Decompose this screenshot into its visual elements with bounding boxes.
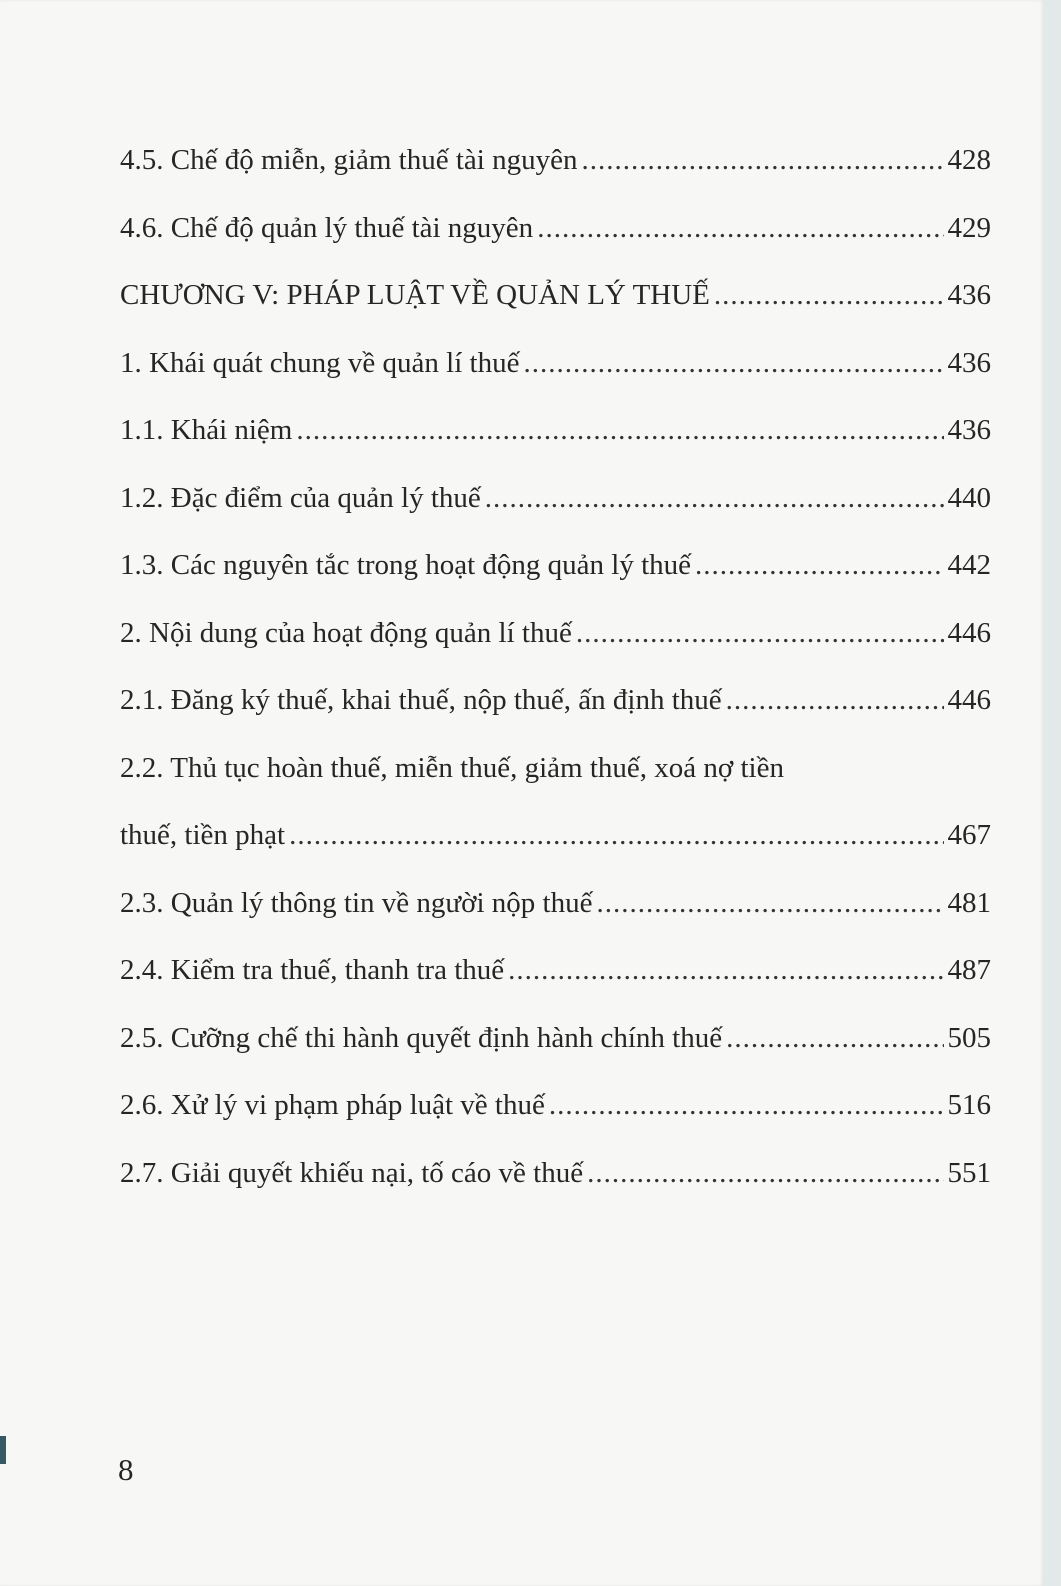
- toc-entry: [120, 1151, 991, 1219]
- toc-leader-dots: [485, 476, 944, 520]
- toc-entry-title-continued: thuế, tiền phạt: [120, 819, 286, 851]
- toc-entry-title: 1. Khái quát chung về quản lí thuế: [120, 346, 520, 379]
- toc-entry: [120, 1083, 991, 1151]
- toc-entry-title: 2.5. Cưỡng chế thi hành quyết định hành chính thuế: [120, 1021, 723, 1054]
- toc-entry-page: 436: [947, 279, 991, 311]
- toc-entry-page: 551: [947, 1156, 991, 1189]
- toc-leader-dots: [576, 611, 944, 655]
- toc-leader-dots: [289, 813, 943, 857]
- toc-entry-page: 481: [947, 886, 991, 919]
- toc-entry-title: 4.6. Chế độ quản lý thuế tài nguyên: [120, 211, 534, 244]
- toc-leader-dots: [714, 273, 944, 317]
- toc-entry-title: 2.1. Đăng ký thuế, khai thuế, nộp thuế, ấn định thuế: [120, 684, 722, 716]
- toc-entry-first-line: [120, 746, 991, 814]
- toc-entry-title: CHƯƠNG V: PHÁP LUẬT VỀ QUẢN LÝ THUẾ: [120, 279, 710, 311]
- toc-entry: [120, 678, 991, 746]
- toc-entry-title: 1.2. Đặc điểm của quản lý thuế: [120, 481, 481, 514]
- toc-entry-page: 446: [947, 684, 991, 716]
- toc-leader-dots: [726, 1016, 943, 1060]
- toc-leader-dots: [296, 408, 943, 452]
- page-edge-mark: [0, 1436, 6, 1464]
- toc-entry-page: 467: [947, 819, 991, 851]
- toc-entry-title: 2.7. Giải quyết khiếu nại, tố cáo về thuế: [120, 1156, 584, 1189]
- toc-leader-dots: [726, 678, 944, 722]
- toc-entry: [120, 476, 991, 544]
- toc-entry: [120, 611, 991, 679]
- toc-entry-title: 1.1. Khái niệm: [120, 414, 293, 446]
- toc-entry: [120, 138, 991, 206]
- toc-entry-page: 440: [947, 481, 991, 514]
- toc-entry-title: 2.3. Quản lý thông tin về người nộp thuế: [120, 886, 593, 919]
- toc-entry: [120, 543, 991, 611]
- toc-leader-dots: [695, 543, 943, 587]
- toc-leader-dots: [549, 1083, 944, 1127]
- toc-entry-page: 436: [947, 414, 991, 446]
- toc-leader-dots: [523, 341, 943, 385]
- toc-entry-title: 2.6. Xử lý vi phạm pháp luật về thuế: [120, 1089, 545, 1121]
- toc-entry: [120, 948, 991, 1016]
- toc-entry-title: 2.4. Kiểm tra thuế, thanh tra thuế: [120, 954, 505, 986]
- toc-entry: [120, 881, 991, 949]
- toc-entry: [120, 408, 991, 476]
- table-of-contents: [120, 138, 991, 1218]
- toc-entry-page: 505: [947, 1021, 991, 1054]
- toc-entry-page: 429: [947, 211, 991, 244]
- toc-entry-page: 446: [947, 616, 991, 649]
- toc-leader-dots: [581, 138, 943, 182]
- toc-entry: [120, 1016, 991, 1084]
- toc-entry-title: 2. Nội dung của hoạt động quản lí thuế: [120, 616, 572, 649]
- toc-entry-title: 2.2. Thủ tục hoàn thuế, miễn thuế, giảm thuế, xoá nợ tiền: [120, 751, 784, 784]
- toc-entry-page: 487: [947, 954, 991, 986]
- page-number: 8: [118, 1452, 134, 1487]
- toc-entry-title: 1.3. Các nguyên tắc trong hoạt động quản lý thuế: [120, 549, 692, 581]
- toc-entry: [120, 206, 991, 274]
- toc-entry-page: 436: [947, 346, 991, 379]
- toc-entry-page: 516: [947, 1089, 991, 1121]
- toc-leader-dots: [596, 881, 943, 925]
- toc-entry: [120, 341, 991, 409]
- toc-entry-page: 428: [947, 144, 991, 176]
- toc-entry-page: 442: [947, 549, 991, 581]
- toc-leader-dots: [587, 1151, 943, 1195]
- toc-chapter-entry: [120, 273, 991, 341]
- toc-leader-dots: [537, 206, 943, 250]
- toc-entry-continuation: [120, 813, 991, 881]
- toc-entry-title: 4.5. Chế độ miễn, giảm thuế tài nguyên: [120, 144, 578, 176]
- toc-leader-dots: [508, 948, 943, 992]
